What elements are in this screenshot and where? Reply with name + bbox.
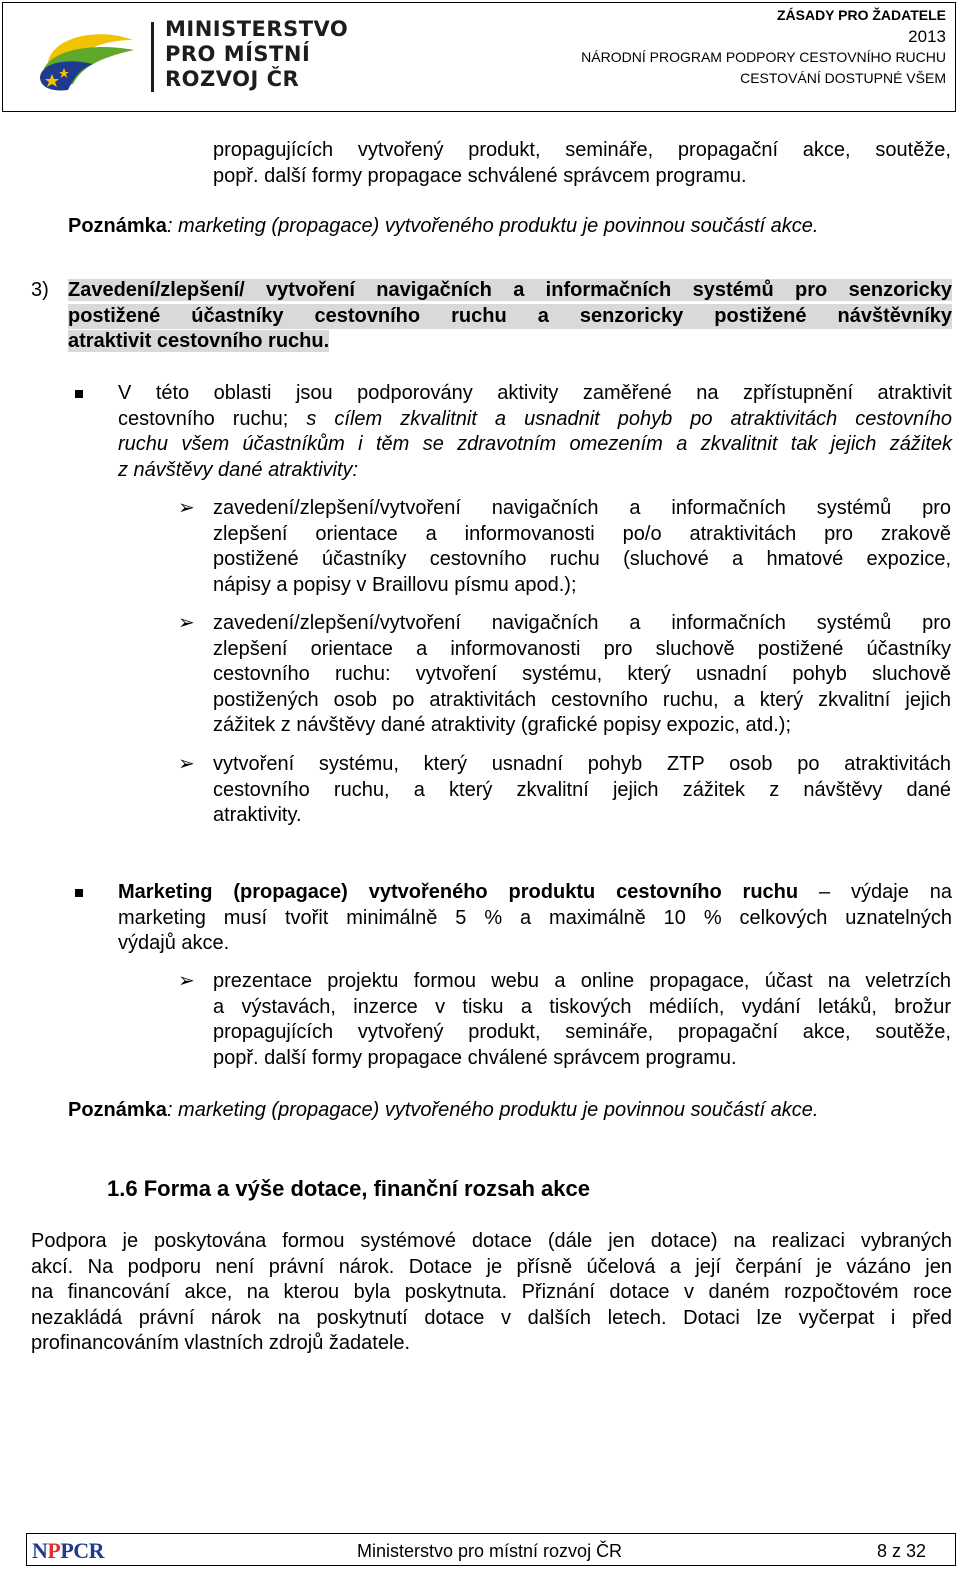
logo-line-3: ROZVOJ ČR (165, 67, 300, 91)
continuation-paragraph (213, 138, 951, 189)
text-line: propagujících vytvořený produkt, semináře, propagační akce, soutěže, (213, 139, 951, 161)
note-text: : marketing (propagace) vytvořeného produktu je povinnou součástí akce. (166, 215, 819, 237)
logo-line-1: MINISTERSTVO (165, 17, 349, 41)
text-line: V této oblasti jsou podporovány aktivity zaměřené na zpřístupnění atraktivit (118, 382, 952, 404)
bullet-paragraph (118, 880, 952, 957)
text-line: profinancováním vlastních zdrojů žadatele. (31, 1332, 411, 1355)
section-number: 3) (31, 279, 49, 301)
arrow-bullet-icon: ➢ (178, 970, 195, 992)
text-line: nezakládá právní nárok na poskytnutí dotace v dalších letech. Dotaci lze vyčerpat i před (31, 1306, 952, 1329)
text-line: zavedení/zlepšení/vytvoření navigačních a informačních systémů pro (213, 497, 951, 519)
note-paragraph (68, 1098, 958, 1124)
header-program: NÁRODNÍ PROGRAM PODPORY CESTOVNÍHO RUCHU (581, 49, 946, 65)
nppcr-logo: NPPCR (32, 1538, 105, 1563)
sub-item (213, 969, 951, 1071)
text-line: z návštěvy dané atraktivity: (118, 458, 359, 481)
heading-line: atraktivit cestovního ruchu. (68, 330, 330, 353)
logo-line-2: PRO MÍSTNÍ (165, 42, 311, 66)
sub-item (213, 752, 951, 829)
text-line: zlepšení orientace a informovanosti po/o atraktivitách pro zrakově (213, 522, 951, 545)
text-line: cestovního ruchu: vytvoření systému, který usnadní pohyb sluchově (213, 663, 951, 686)
arrow-bullet-icon: ➢ (178, 497, 195, 519)
text-line: popř. další formy propagace chválené správcem programu. (213, 1046, 737, 1069)
section-3-heading (68, 278, 952, 355)
sub-item (213, 611, 951, 739)
text-line: atraktivity. (213, 804, 302, 827)
text-line: vytvoření systému, který usnadní pohyb ZTP osob po atraktivitách (213, 753, 951, 775)
ministry-wordmark (165, 17, 348, 92)
arrow-bullet-icon: ➢ (178, 612, 195, 634)
text-line: marketing musí tvořit minimálně 5 % a maximálně 10 % celkových uznatelných (118, 906, 952, 929)
text-normal: cestovního ruchu; (118, 407, 289, 430)
text-line: postižené účastníky cestovního ruchu (sluchové a hmatové expozice, (213, 548, 951, 571)
sub-item (213, 496, 951, 598)
header-info (581, 5, 946, 89)
logo-separator (151, 22, 154, 92)
header-title: ZÁSADY PRO ŽADATELE (776, 7, 946, 23)
ministry-logo-icon (38, 22, 138, 94)
text-bold: Marketing (propagace) vytvořeného produktu cestovního ruchu (118, 881, 799, 903)
text-line: zážitek z návštěvy dané atraktivity (grafické popisy expozic, atd.); (213, 714, 792, 737)
header-year: 2013 (908, 27, 946, 46)
text-line: a výstavách, inzerce v tisku a tiskových médiích, vydání letáků, brožur (213, 995, 951, 1018)
heading-line: Zavedení/zlepšení/ vytvoření navigačních a informačních systémů pro senzoricky (68, 279, 952, 301)
text-line: popř. další formy propagace schválené správcem programu. (213, 164, 747, 187)
header-subprogram: CESTOVÁNÍ DOSTUPNÉ VŠEM (740, 70, 946, 86)
footer-center-text: Ministerstvo pro místní rozvoj ČR (357, 1541, 623, 1561)
bullet-square-icon (75, 889, 83, 897)
text-line: výdajů akce. (118, 932, 230, 955)
arrow-bullet-icon: ➢ (178, 753, 195, 775)
note-label: Poznámka (68, 215, 167, 237)
text-line: propagujících vytvořený produkt, semináře, propagační akce, soutěže, (213, 1021, 951, 1044)
body-paragraph (31, 1229, 952, 1357)
text-line: postižených osob po atraktivitách cestovního ruchu, a který zkvalitní jejich (213, 688, 951, 711)
text-line: nápisy a popisy v Braillovu písmu apod.); (213, 573, 577, 596)
text-line: prezentace projektu formou webu a online propagace, účast na veletrzích (213, 970, 951, 992)
text-line: na financování akce, na kterou byla poskytnuta. Přiznání dotace v daném rozpočtovém roce (31, 1281, 952, 1304)
note-text: : marketing (propagace) vytvořeného produktu je povinnou součástí akce. (166, 1099, 819, 1121)
page-number: 8 z 32 (877, 1541, 927, 1561)
text-line: zlepšení orientace a informovanosti pro sluchově postižené účastníky (213, 637, 951, 660)
bullet-paragraph (118, 381, 952, 483)
text-line: ruchu všem účastníkům i těm se zdravotním omezením a zkvalitnit tak jejich zážitek (118, 433, 952, 456)
note-paragraph (68, 214, 958, 240)
heading-line: postižené účastníky cestovního ruchu a senzoricky postižené návštěvníky (68, 304, 952, 330)
text-line: akcí. Na podporu není právní nárok. Dotace je přísně účelová a její čerpání je vázáno jen (31, 1255, 952, 1278)
text-line: cestovního ruchu, a který zkvalitní jejich zážitek z návštěvy dané (213, 778, 951, 801)
note-label: Poznámka (68, 1099, 167, 1121)
text-normal: – výdaje na (798, 881, 952, 903)
text-italic: s cílem zkvalitnit a usnadnit pohyb po atraktivitách cestovního (288, 407, 952, 430)
section-heading: 1.6 Forma a výše dotace, finanční rozsah akce (107, 1176, 590, 1201)
bullet-square-icon (75, 390, 83, 398)
text-line: Podpora je poskytována formou systémové dotace (dále jen dotace) na realizaci vybraných (31, 1230, 952, 1252)
text-line: zavedení/zlepšení/vytvoření navigačních a informačních systémů pro (213, 612, 951, 634)
